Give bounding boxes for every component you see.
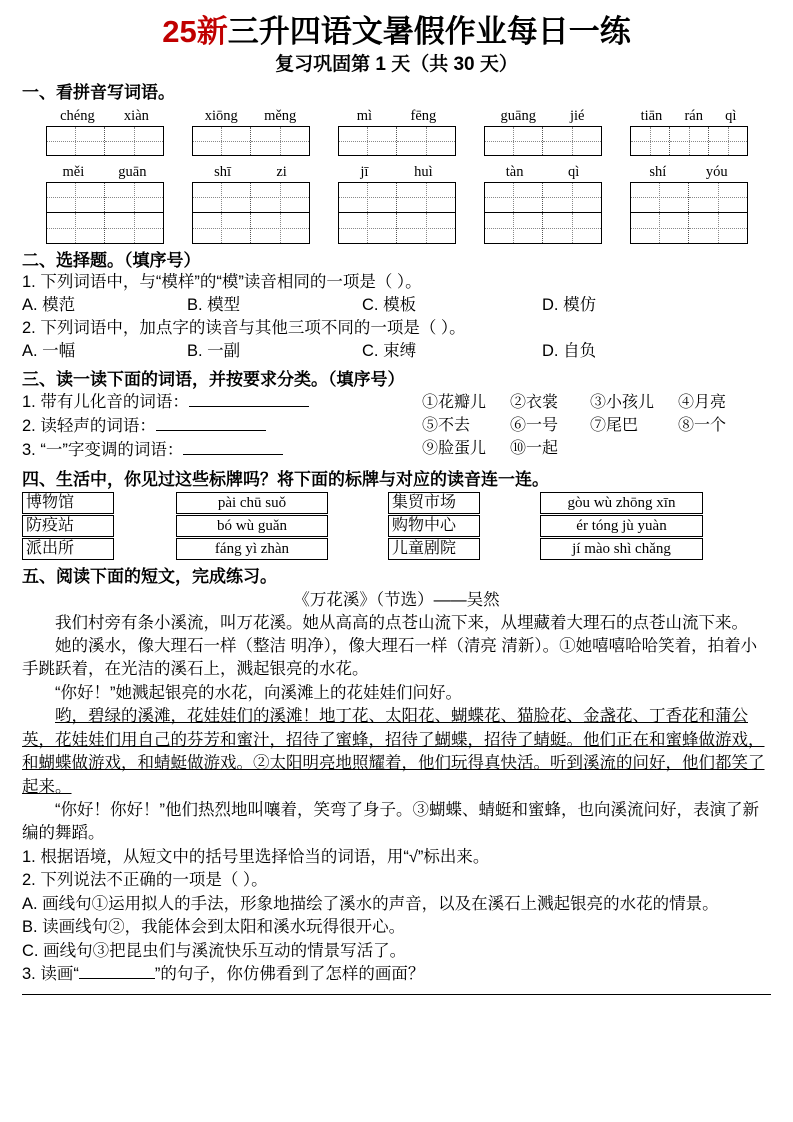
tianzi-grid[interactable] — [630, 126, 748, 156]
match-gap — [328, 538, 388, 560]
word-bank-row — [422, 414, 771, 437]
tianzi-cell[interactable] — [251, 127, 309, 155]
pinyin-syllable: měi — [62, 163, 85, 180]
word-unit — [338, 162, 456, 244]
pinyin-syllable: tiān — [640, 107, 663, 124]
word-bank-row — [422, 437, 771, 460]
tianzi-grid-double[interactable] — [46, 182, 164, 244]
answer-blank[interactable] — [183, 439, 283, 455]
answer-blank[interactable] — [189, 391, 309, 407]
pinyin-syllable: qì — [567, 163, 580, 180]
tianzi-grid[interactable] — [46, 126, 164, 156]
tianzi-grid[interactable] — [192, 126, 310, 156]
tianzi-cell[interactable] — [339, 127, 398, 155]
word-pinyin — [192, 162, 310, 181]
word-unit — [46, 106, 164, 156]
word-bank-item: ⑤不去 — [422, 417, 471, 435]
option-a[interactable]: A. 模范 — [22, 295, 76, 314]
title-number: 25 — [162, 14, 197, 49]
word-bank-item: ②衣裳 — [510, 393, 559, 411]
word-unit — [630, 106, 748, 156]
tianzi-cell[interactable] — [631, 183, 690, 212]
word-bank-item: ⑨脸蛋儿 — [422, 440, 487, 458]
tianzi-cell[interactable] — [105, 183, 163, 212]
title-new: 新 — [196, 14, 228, 49]
tianzi-cell[interactable] — [543, 127, 601, 155]
sign-label-right[interactable]: 购物中心 — [388, 515, 480, 537]
classify-label: 2. 读轻声的词语： — [22, 416, 156, 435]
exercise-question-1: 1. 根据语境，从短文中的括号里选择恰当的词语，用“√”标出来。 — [22, 847, 490, 866]
sign-label-left[interactable]: 派出所 — [22, 538, 114, 560]
tianzi-grid-double[interactable] — [192, 182, 310, 244]
word-bank-item: ⑧一个 — [678, 417, 727, 435]
tianzi-cell[interactable] — [485, 127, 544, 155]
tianzi-cell[interactable] — [47, 183, 106, 212]
tianzi-cell[interactable] — [689, 183, 747, 212]
tianzi-cell[interactable] — [397, 213, 455, 243]
pinyin-syllable: yóu — [705, 163, 728, 180]
sign-label-right[interactable]: 集贸市场 — [388, 492, 480, 514]
tianzi-cell[interactable] — [105, 127, 163, 155]
sign-pinyin-left[interactable]: bó wù guǎn — [176, 515, 328, 537]
tianzi-line[interactable] — [193, 183, 309, 213]
section-4-heading: 四、生活中，你见过这些标牌吗？将下面的标牌与对应的读音连一连。 — [22, 469, 549, 489]
pinyin-syllable: měng — [264, 107, 297, 124]
match-gap — [328, 492, 388, 514]
pinyin-syllable: huì — [414, 163, 433, 180]
word-unit — [630, 162, 748, 244]
passage-title: 《万花溪》（节选）——吴然 — [293, 591, 500, 610]
pinyin-syllable: shí — [649, 163, 667, 180]
pinyin-syllable: mì — [356, 107, 373, 124]
tianzi-line[interactable] — [485, 183, 601, 213]
word-pinyin — [484, 162, 602, 181]
pinyin-syllable: zi — [276, 163, 287, 180]
tianzi-cell[interactable] — [47, 127, 106, 155]
question-2-2: 2. 下列词语中，加点字的读音与其他三项不同的一项是（ ）。 — [22, 318, 466, 337]
match-gap — [114, 515, 176, 537]
option-c[interactable]: C. 模板 — [362, 295, 417, 314]
exercise-option-a[interactable]: A. 画线句①运用拟人的手法，形象地描绘了溪水的声音，以及在溪石上溅起银亮的水花的情景。 — [22, 894, 719, 913]
word-bank — [422, 391, 771, 463]
sign-pinyin-left[interactable]: pài chū suǒ — [176, 492, 328, 514]
tianzi-cell[interactable] — [397, 183, 455, 212]
pinyin-syllable: guāng — [500, 107, 536, 124]
answer-blank[interactable] — [79, 964, 155, 979]
tianzi-cell[interactable] — [631, 213, 690, 243]
pinyin-syllable: tàn — [505, 163, 524, 180]
tianzi-cell[interactable] — [543, 213, 601, 243]
word-pinyin — [46, 162, 164, 181]
tianzi-cell[interactable] — [485, 183, 544, 212]
sign-label-left[interactable]: 博物馆 — [22, 492, 114, 514]
tianzi-cell[interactable] — [709, 127, 747, 155]
tianzi-cell[interactable] — [631, 127, 670, 155]
word-pinyin — [630, 106, 748, 125]
tianzi-cell[interactable] — [193, 213, 252, 243]
word-unit — [338, 106, 456, 156]
word-bank-item: ①花瓣儿 — [422, 393, 487, 411]
tianzi-cell[interactable] — [339, 213, 398, 243]
tianzi-cell[interactable] — [689, 213, 747, 243]
title-rest: 三升四语文暑假作业每日一练 — [227, 14, 631, 49]
pinyin-syllable: chéng — [60, 107, 95, 124]
exercise-option-b[interactable]: B. 读画线句②，我能体会到太阳和溪水玩得很开心。 — [22, 918, 406, 937]
question-2-1-options — [22, 295, 771, 317]
word-pinyin — [192, 106, 310, 125]
question-2-2-options — [22, 341, 771, 363]
tianzi-cell[interactable] — [47, 213, 106, 243]
section-2-heading: 二、选择题。（填序号） — [22, 250, 201, 270]
passage-paragraph: “你好！”她溅起银亮的水花，向溪滩上的花娃娃们问好。 — [55, 683, 462, 702]
tianzi-cell[interactable] — [397, 127, 455, 155]
section-3-body — [22, 391, 771, 463]
sign-pinyin-right[interactable]: ér tóng jù yuàn — [540, 515, 703, 537]
sign-pinyin-left[interactable]: fáng yì zhàn — [176, 538, 328, 560]
word-bank-item: ③小孩儿 — [590, 393, 655, 411]
match-gap — [114, 492, 176, 514]
sign-pinyin-right[interactable]: jí mào shì chǎng — [540, 538, 703, 560]
word-unit — [192, 162, 310, 244]
word-bank-item: ⑦尾巴 — [590, 417, 639, 435]
match-gap — [114, 538, 176, 560]
exercise-question-2: 2. 下列说法不正确的一项是（ ）。 — [22, 871, 268, 890]
tianzi-cell[interactable] — [193, 127, 252, 155]
option-d[interactable]: D. 模仿 — [542, 295, 597, 314]
pinyin-syllable: rán — [684, 107, 703, 124]
section-3-heading: 三、读一读下面的词语，并按要求分类。（填序号） — [22, 369, 405, 389]
pinyin-syllable: jié — [569, 107, 585, 124]
tianzi-grid-double[interactable] — [630, 182, 748, 244]
word-pinyin — [338, 162, 456, 181]
tianzi-cell[interactable] — [251, 213, 309, 243]
classify-question — [22, 391, 422, 415]
question-3-prefix: 3. 读画“ — [22, 964, 79, 983]
tianzi-cell[interactable] — [543, 183, 601, 212]
pinyin-syllable: qì — [725, 107, 737, 124]
tianzi-cell[interactable] — [105, 213, 163, 243]
sign-match-row — [22, 492, 771, 514]
classify-question — [22, 439, 422, 463]
word-pinyin — [484, 106, 602, 125]
word-pinyin — [630, 162, 748, 181]
tianzi-grid[interactable] — [338, 126, 456, 156]
word-bank-item: ⑥一号 — [510, 417, 559, 435]
word-unit — [484, 106, 602, 156]
option-a[interactable]: A. 一幅 — [22, 341, 76, 360]
pinyin-syllable: jī — [360, 163, 369, 180]
passage-paragraph: 我们村旁有条小溪流，叫万花溪。她从高高的点苍山流下来，从埋藏着大理石的点苍山流下来。 — [55, 613, 748, 632]
tianzi-grid[interactable] — [484, 126, 602, 156]
word-pinyin — [338, 106, 456, 125]
passage-paragraph-underlined: 哟，碧绿的溪滩，花娃娃们的溪滩！地丁花、太阳花、蝴蝶花、猫脸花、金盏花、丁香花和蒲公英，花娃娃们用自己的芬芳和蜜汁，招待了蜜蜂，招待了蝴蝶，招待了蜻蜓。他们正在和蜜蜂做游戏，和蝴蝶做游戏，和蜻蜓做游戏。②太阳明亮地照耀着，他们玩得真快活。听到溪流的问好，他们都笑了起来。 — [22, 707, 765, 796]
pinyin-syllable: xiōng — [204, 107, 238, 124]
pinyin-row-1 — [22, 106, 771, 156]
sign-label-right[interactable]: 儿童剧院 — [388, 538, 480, 560]
sign-label-left[interactable]: 防疫站 — [22, 515, 114, 537]
option-b[interactable]: B. 一副 — [187, 341, 241, 360]
sign-match-row — [22, 538, 771, 560]
word-bank-row — [422, 391, 771, 414]
passage-paragraph: 她的溪水，像大理石一样（整洁 明净），像大理石一样（清亮 清新）。①她嘻嘻哈哈笑着，拍着小手跳跃着，在光洁的溪石上，溅起银亮的水花。 — [22, 637, 758, 679]
tianzi-cell[interactable] — [193, 183, 252, 212]
pinyin-row-2 — [22, 162, 771, 244]
sign-pinyin-right[interactable]: gòu wù zhōng xīn — [540, 492, 703, 514]
tianzi-line[interactable] — [485, 213, 601, 243]
match-gap — [480, 515, 540, 537]
tianzi-line[interactable] — [631, 213, 747, 243]
word-unit — [484, 162, 602, 244]
question-3-suffix: ”的句子，你仿佛看到了怎样的画面？ — [154, 964, 425, 983]
tianzi-line[interactable] — [193, 213, 309, 243]
tianzi-line[interactable] — [47, 183, 163, 213]
option-b[interactable]: B. 模型 — [187, 295, 241, 314]
tianzi-line[interactable] — [339, 183, 455, 213]
option-c[interactable]: C. 束缚 — [362, 341, 417, 360]
pinyin-syllable: xiàn — [123, 107, 149, 124]
sign-match-row — [22, 515, 771, 537]
tianzi-cell[interactable] — [251, 183, 309, 212]
pinyin-syllable: fēng — [410, 107, 437, 124]
option-d[interactable]: D. 自负 — [542, 341, 597, 360]
section-1-heading: 一、看拼音写词语。 — [22, 83, 175, 103]
word-bank-item: ⑩一起 — [510, 440, 559, 458]
tianzi-cell[interactable] — [339, 183, 398, 212]
bottom-divider — [22, 994, 771, 995]
word-unit — [192, 106, 310, 156]
word-pinyin — [46, 106, 164, 125]
classify-questions — [22, 391, 422, 463]
question-2-1: 1. 下列词语中，与“模样”的“模”读音相同的一项是（ ）。 — [22, 272, 422, 291]
pinyin-syllable: shī — [214, 163, 232, 180]
classify-label: 1. 带有儿化音的词语： — [22, 392, 189, 411]
tianzi-cell[interactable] — [670, 127, 709, 155]
word-unit — [46, 162, 164, 244]
exercise-question-3 — [22, 963, 771, 986]
page-subtitle: 复习巩固第 1 天（共 30 天） — [275, 53, 518, 75]
tianzi-line[interactable] — [47, 213, 163, 243]
tianzi-grid-double[interactable] — [484, 182, 602, 244]
match-gap — [328, 515, 388, 537]
section-5-heading: 五、阅读下面的短文，完成练习。 — [22, 566, 277, 586]
tianzi-line[interactable] — [631, 183, 747, 213]
passage-paragraph: “你好！你好！”他们热烈地叫嚷着，笑弯了身子。③蝴蝶、蜻蜓和蜜蜂，也向溪流问好，表演了新编的舞蹈。 — [22, 801, 759, 843]
match-gap — [480, 538, 540, 560]
page-title — [22, 14, 771, 50]
tianzi-cell[interactable] — [485, 213, 544, 243]
exercise-option-c[interactable]: C. 画线句③把昆虫们与溪流快乐互动的情景写活了。 — [22, 941, 407, 960]
pinyin-writing-block — [22, 106, 771, 244]
tianzi-line[interactable] — [339, 213, 455, 243]
pinyin-syllable: guān — [118, 163, 147, 180]
answer-blank[interactable] — [156, 415, 266, 431]
word-bank-item: ④月亮 — [678, 393, 727, 411]
classify-label: 3. “一”字变调的词语： — [22, 440, 184, 459]
sign-match-block — [22, 492, 771, 560]
match-gap — [480, 492, 540, 514]
tianzi-grid-double[interactable] — [338, 182, 456, 244]
classify-question — [22, 415, 422, 439]
